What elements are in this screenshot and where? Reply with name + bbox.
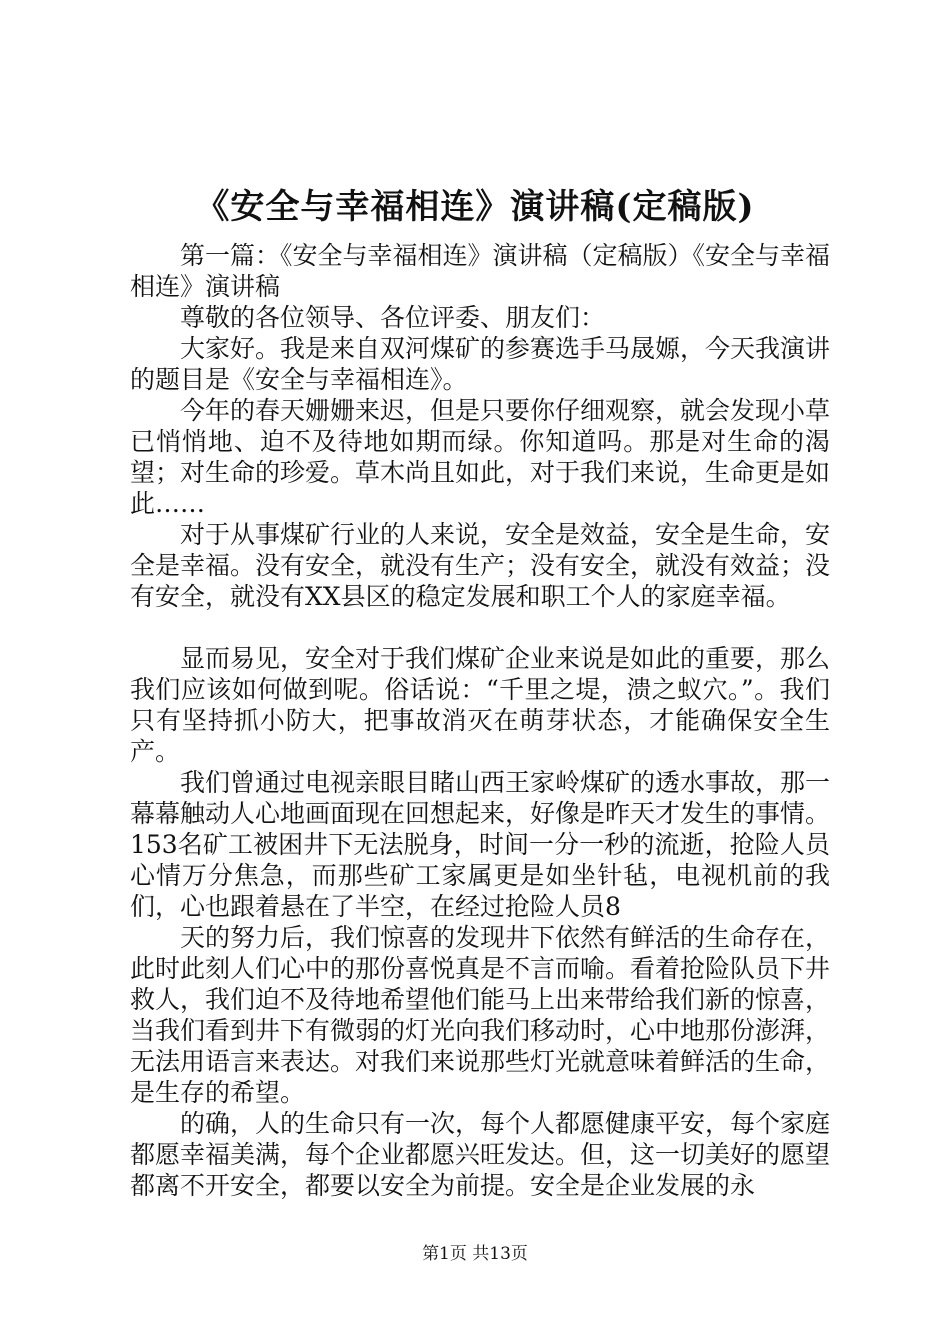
paragraph: 的确，人的生命只有一次，每个人都愿健康平安，每个家庭都愿幸福美满，每个企业都愿兴旺发达。但，这一切美好的愿望都离不开安全，都要以安全为前提。安全是企业发展的永	[130, 1109, 831, 1200]
paragraph: 我们曾通过电视亲眼目睹山西王家岭煤矿的透水事故，那一幕幕触动人心地画面现在回想起来，好像是昨天才发生的事情。153名矿工被困井下无法脱身，时间一分一秒的流逝，抢险人员心情万分焦急，而那些矿工家属更是如坐针毡，电视机前的我们，心也跟着悬在了半空，在经过抢险人员8	[130, 768, 831, 921]
paragraph: 显而易见，安全对于我们煤矿企业来说是如此的重要，那么我们应该如何做到呢。俗话说：“千里之堤，溃之蚁穴。”。我们只有坚持抓小防大，把事故消灭在萌芽状态，才能确保安全生产。	[130, 644, 831, 766]
paragraph: 今年的春天姗姗来迟，但是只要你仔细观察，就会发现小草已悄悄地、迫不及待地如期而绿。你知道吗。那是对生命的渴望；对生命的珍爱。草木尚且如此，对于我们来说，生命更是如此……	[130, 396, 831, 518]
paragraph: 对于从事煤矿行业的人来说，安全是效益，安全是生命，安全是幸福。没有安全，就没有生产；没有安全，就没有效益；没有安全，就没有XX县区的稳定发展和职工个人的家庭幸福。	[130, 520, 831, 611]
paragraph: 尊敬的各位领导、各位评委、朋友们：	[180, 303, 606, 332]
document-body	[130, 240, 830, 1201]
page-number-footer: 第1页 共13页	[422, 1244, 528, 1264]
document-title: 《安全与幸福相连》演讲稿(定稿版)	[195, 187, 755, 227]
paragraph-gap	[130, 612, 830, 643]
paragraph: 天的努力后，我们惊喜的发现井下依然有鲜活的生命存在，此时此刻人们心中的那份喜悦真是不言而喻。看着抢险队员下井救人，我们迫不及待地希望他们能马上出来带给我们新的惊喜，当我们看到井下有微弱的灯光向我们移动时，心中地那份澎湃，无法用语言来表达。对我们来说那些灯光就意味着鲜活的生命，是生存的希望。	[130, 923, 831, 1107]
paragraph: 第一篇：《安全与幸福相连》演讲稿（定稿版）《安全与幸福相连》演讲稿	[130, 241, 831, 301]
paragraph: 大家好。我是来自双河煤矿的参赛选手马晟嫄，今天我演讲的题目是《安全与幸福相连》。	[130, 334, 831, 394]
